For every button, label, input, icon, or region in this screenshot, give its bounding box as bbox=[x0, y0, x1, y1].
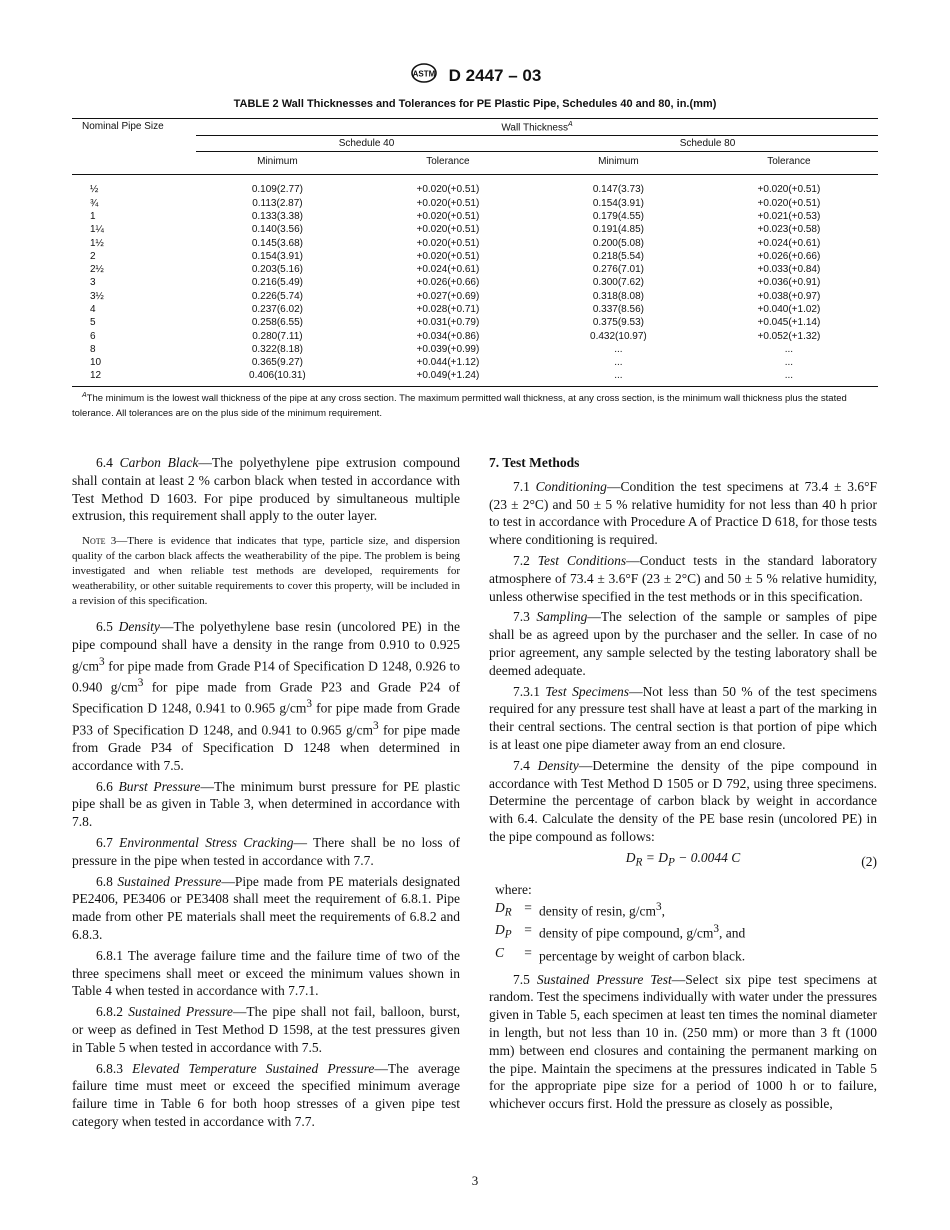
table-footnote: $^A$The minimum is the lowest wall thickness of the pipe at any cross section. The maximum permitted wall thickness, at any cross section, is the minimum wall thickness plus the stated tolerance. All tolerances are on the plus side of the minimum requirement. bbox=[72, 392, 847, 420]
table-row bbox=[72, 263, 878, 276]
astm-logo-icon bbox=[409, 62, 439, 89]
table-cell: +0.034(+0.86) bbox=[416, 330, 480, 342]
table-row bbox=[72, 197, 878, 210]
table-cell: +0.020(+0.51) bbox=[416, 197, 480, 209]
paragraph-7-4: 7.4 Density—Determine the density of the pipe compound in accordance with Test Method D 1505 or D 792, using three specimens. Determine the percentage of carbon black by weight in accordance with 6.4. Calculate the density of the PE base resin (uncolored PE) in the pipe compound as follows: bbox=[489, 757, 878, 844]
table-cell: 8 bbox=[90, 343, 96, 355]
table-cell: +0.026(+0.66) bbox=[757, 250, 821, 262]
header-nominal-size: Nominal Pipe Size bbox=[72, 119, 196, 175]
table-cell: +0.031(+0.79) bbox=[416, 317, 480, 329]
table-row bbox=[72, 237, 878, 250]
table-cell: 0.375(9.53) bbox=[592, 317, 644, 329]
header-tolerance-80: Tolerance bbox=[700, 152, 878, 175]
table-cell: 0.147(3.73) bbox=[592, 184, 644, 196]
table-cell: +0.020(+0.51) bbox=[416, 250, 480, 262]
table-title: TABLE 2 Wall Thicknesses and Tolerances for PE Plastic Pipe, Schedules 40 and 80, in.(mm) bbox=[233, 98, 717, 110]
table-cell: +0.026(+0.66) bbox=[416, 277, 480, 289]
table-row bbox=[72, 316, 878, 329]
table-cell: 0.318(8.08) bbox=[592, 290, 644, 302]
table-cell: +0.038(+0.97) bbox=[757, 290, 821, 302]
header-schedule-40: Schedule 40 bbox=[196, 136, 537, 152]
table-cell: 0.140(3.56) bbox=[251, 224, 303, 236]
table-cell: +0.020(+0.51) bbox=[416, 184, 480, 196]
table-cell: 12 bbox=[90, 370, 102, 382]
table-cell: 0.200(5.08) bbox=[592, 237, 644, 249]
table-cell: 0.237(6.02) bbox=[251, 304, 303, 315]
table-cell: 1 bbox=[90, 210, 96, 222]
table-cell: 0.300(7.62) bbox=[592, 277, 644, 289]
table-cell: +0.044(+1.12) bbox=[416, 357, 480, 369]
table-cell: 0.258(6.55) bbox=[251, 317, 303, 329]
paragraph-7-2: 7.2 Test Conditions—Conduct tests in the standard laboratory atmosphere of 73.4 ± 3.6°F (23 ± 2°C) and 50 ± 5 % relative humidity, unless otherwise specified in the test methods or in this specification. bbox=[489, 552, 878, 604]
paragraph-6-4: 6.4 Carbon Black—The polyethylene pipe extrusion compound shall contain at least 2 % carbon black when tested in accordance with Test Method D 1603. For pipe produced by simultaneous multiple extrusion, this requirement shall apply to the outer layer. bbox=[72, 455, 461, 524]
table-cell: 0.276(7.01) bbox=[592, 264, 644, 276]
table-cell: 4 bbox=[90, 304, 96, 315]
table-cell: 0.218(5.54) bbox=[592, 250, 644, 262]
table-cell: +0.052(+1.32) bbox=[757, 330, 821, 342]
table-row bbox=[72, 223, 878, 236]
where-definition: C = percentage by weight of carbon black. bbox=[495, 944, 746, 964]
table-cell: 6 bbox=[90, 330, 96, 342]
table-row bbox=[72, 356, 878, 369]
table-cell: +0.028(+0.71) bbox=[416, 304, 480, 315]
table-cell: ... bbox=[784, 343, 794, 355]
table-cell: ... bbox=[614, 357, 623, 369]
table-cell: 5 bbox=[90, 317, 96, 329]
table-cell: 0.154(3.91) bbox=[251, 250, 303, 262]
table-cell: 2½ bbox=[90, 264, 104, 276]
table-cell: ... bbox=[614, 370, 623, 382]
table-row bbox=[72, 250, 878, 263]
table-cell: ½ bbox=[90, 184, 99, 196]
table-cell: +0.033(+0.84) bbox=[757, 264, 821, 276]
header-minimum-80: Minimum bbox=[537, 152, 700, 175]
table-row bbox=[72, 183, 878, 196]
table-cell: +0.024(+0.61) bbox=[757, 237, 821, 249]
table-cell: 1½ bbox=[90, 237, 104, 249]
header-minimum-40: Minimum bbox=[196, 152, 359, 175]
table-row bbox=[72, 210, 878, 223]
table-cell: +0.036(+0.91) bbox=[757, 277, 821, 289]
table-cell: 0.226(5.74) bbox=[251, 290, 303, 302]
paragraph-6-8: 6.8 Sustained Pressure—Pipe made from PE materials designated PE2406, PE3406 or PE3408 shall meet the requirement of 6.8.1. Pipe made from other PE materials shall meet the requirements of 6.8.2 and 6.8.3. bbox=[72, 873, 460, 942]
right-column bbox=[489, 454, 877, 1116]
table-cell: +0.024(+0.61) bbox=[416, 264, 480, 276]
table-cell: +0.021(+0.53) bbox=[757, 210, 821, 222]
table-cell: ... bbox=[614, 343, 623, 355]
table-row bbox=[72, 343, 878, 356]
table-cell: 0.280(7.11) bbox=[252, 330, 303, 342]
section-7-heading: 7. Test Methods bbox=[489, 455, 580, 470]
equation-2: $D_R = D_P - 0.0044$ C (2) bbox=[625, 849, 877, 869]
paragraph-6-5: 6.5 Density—The polyethylene base resin (uncolored PE) in the pipe compound shall have a density in the range from 0.910 to 0.925 $g/cm^3$ for pipe made from Grade P14 of Specification D 1248, 0.926 to 0.940 $g/cm^3$ for pipe made from Grade P23 and Grade P24 of Specification D 1248, 0.941 to 0.965 $g/cm^3$ for pipe made from Grade P33 of Specification D 1248, and 0.941 to 0.965 $g/cm^3$ for pipe made from Grade P34 of Specification D 1248 when determined in accordance with 7.5. bbox=[72, 619, 460, 773]
wall-thickness-table bbox=[72, 118, 878, 387]
table-cell: 0.365(9.27) bbox=[251, 357, 303, 369]
paragraph-6-8-1: 6.8.1 The average failure time and the failure time of two of the three specimens shall meet or exceed the minimum values shown in Table 4 when tested in accordance with 7.7.1. bbox=[72, 947, 460, 999]
left-column bbox=[72, 454, 460, 1134]
header-schedule-80: Schedule 80 bbox=[537, 136, 878, 152]
paragraph-7-3-1: 7.3.1 Test Specimens—Not less than 50 % of the test specimens required for any pressure test shall have at least a part of the marking in their central sections. The central section is that portion of pipe which is at least one pipe diameter away from an end closure. bbox=[489, 683, 877, 752]
table-cell: +0.027(+0.69) bbox=[416, 290, 480, 302]
page-header bbox=[0, 62, 950, 89]
table-cell: 1¼ bbox=[90, 224, 104, 236]
table-cell: +0.039(+0.99) bbox=[416, 343, 480, 355]
table-cell: 0.406(10.31) bbox=[249, 370, 306, 382]
table-cell: 0.154(3.91) bbox=[592, 197, 644, 209]
paragraph-7-3: 7.3 Sampling—The selection of the sample or samples of pipe shall be as agreed upon by the purchaser and the seller. In case of no prior agreement, any sample selected by the testing laboratory shall be deemed adequate. bbox=[489, 609, 877, 678]
table-cell: +0.020(+0.51) bbox=[416, 224, 480, 236]
header-tolerance-40: Tolerance bbox=[359, 152, 537, 175]
table-cell: +0.020(+0.51) bbox=[416, 237, 480, 249]
where-label: where: bbox=[495, 881, 532, 897]
table-row bbox=[72, 303, 878, 316]
table-cell: +0.049(+1.24) bbox=[416, 370, 480, 382]
paragraph-7-1: 7.1 Conditioning—Condition the test specimens at 73.4 ± 3.6°F (23 ± 2°C) and 50 ± 5 % relative humidity for not less than 40 h prior to test in accordance with Procedure A of Practice D 618, for those tests where conditioning is required. bbox=[489, 478, 878, 548]
table-cell: 3 bbox=[90, 277, 96, 289]
table-body bbox=[72, 183, 878, 382]
table-row bbox=[72, 369, 878, 382]
table-cell: ... bbox=[784, 370, 794, 382]
table-cell: 10 bbox=[90, 357, 102, 369]
table-cell: +0.023(+0.58) bbox=[757, 224, 821, 236]
paragraph-6-8-2: 6.8.2 Sustained Pressure—The pipe shall not fail, balloon, burst, or weep as defined in Test Method D 1598, at the test pressures given in Table 5 when tested in accordance with 7.5. bbox=[72, 1004, 461, 1055]
table-cell: +0.040(+1.02) bbox=[757, 304, 821, 315]
table-cell: 0.133(3.38) bbox=[251, 210, 303, 222]
paragraph-6-7: 6.7 Environmental Stress Cracking— There shall be no loss of pressure in the pipe when tested in accordance with 7.7. bbox=[72, 834, 460, 868]
table-row bbox=[72, 330, 878, 343]
table-cell: 3½ bbox=[90, 290, 104, 302]
paragraph-6-6: 6.6 Burst Pressure—The minimum burst pressure for PE plastic pipe shall be as given in Table 3, when determined in accordance with 7.8. bbox=[72, 778, 461, 830]
document-designation: D 2447 – 03 bbox=[448, 65, 542, 85]
table-cell: 0.337(8.56) bbox=[592, 304, 644, 315]
where-definition: $D_R$ = density of resin, $g/cm^3$, bbox=[495, 899, 665, 919]
table-cell: 2 bbox=[90, 250, 96, 262]
table-cell: 0.113(2.87) bbox=[252, 197, 303, 209]
table-row bbox=[72, 276, 878, 289]
header-wall-thickness: Wall Thickness$^A$ bbox=[196, 119, 878, 136]
table-cell: +0.020(+0.51) bbox=[416, 210, 480, 222]
equation-number: (2) bbox=[861, 853, 877, 869]
paragraph-7-5: 7.5 Sustained Pressure Test—Select six pipe test specimens at random. Test the specimens individually with water under the pressures given in Table 5, each specimen at least ten times the nominal diameter in length, but not less than 10 in. (250 mm) or more than 3 ft (1000 mm) between end closures and containing the permanent marking on the pipe. Maintain the specimens at the pressures indicated in Table 5 for the appropriate pipe size for a period of 1000 h or to failure, whichever occurs first. Hold the pressure as closely as possible, bbox=[489, 971, 877, 1112]
paragraph-6-8-3: 6.8.3 Elevated Temperature Sustained Pressure—The average failure time must meet or exceed the specified minimum average failure time in Table 6 for both hoop stresses of a given pipe test category when tested in accordance with 7.7. bbox=[72, 1060, 461, 1129]
table-cell: ¾ bbox=[90, 197, 99, 209]
table-cell: ... bbox=[784, 357, 794, 369]
table-row bbox=[72, 290, 878, 303]
table-cell: +0.020(+0.51) bbox=[757, 184, 821, 196]
note-3: Note 3—There is evidence that indicates that type, particle size, and dispersion quality of the carbon black affects the weatherability of the pipe. The problem is being investigated and when reliable test methods are developed, requirements for weatherability, or other suitable requirements to cover this property, will be included in a revision of this specification. bbox=[72, 535, 460, 608]
table-cell: 0.216(5.49) bbox=[251, 277, 303, 289]
table-cell: 0.145(3.68) bbox=[251, 237, 303, 249]
table-cell: 0.322(8.18) bbox=[251, 343, 303, 355]
table-cell: 0.179(4.55) bbox=[592, 210, 644, 222]
where-definition: $D_P$ = density of pipe compound, $g/cm^3$, and bbox=[495, 922, 746, 941]
where-block bbox=[495, 881, 877, 967]
table-cell: 0.109(2.77) bbox=[251, 184, 303, 196]
table-cell: +0.020(+0.51) bbox=[757, 197, 821, 209]
table-cell: 0.191(4.85) bbox=[592, 224, 644, 236]
svg-text:ASTM: ASTM bbox=[412, 69, 436, 79]
page-number: 3 bbox=[471, 1173, 479, 1188]
table-cell: 0.432(10.97) bbox=[590, 330, 647, 342]
table-cell: 0.203(5.16) bbox=[251, 264, 303, 276]
table-cell: +0.045(+1.14) bbox=[757, 317, 821, 329]
